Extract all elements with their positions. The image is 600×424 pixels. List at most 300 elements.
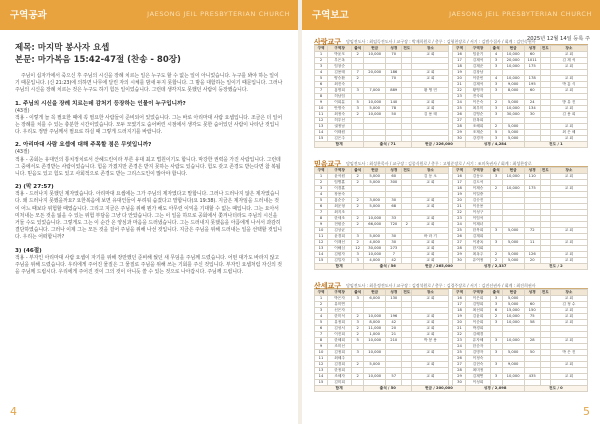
table-cell: 김현숙 [466,362,490,368]
table-cell: 조혜자 [328,374,352,380]
total-cell: 출석 / 71 [364,142,412,148]
table-cell: 교 회 [412,362,449,368]
table-cell: 이성희 [466,380,490,386]
table-cell: 20 [524,258,540,264]
table-cell: 2 [490,124,502,130]
table-cell: 이은숙 [466,100,490,106]
table-cell: 20,000 [502,58,524,64]
table-cell: 김경희 [328,362,352,368]
table-cell: 15,000 [502,308,524,314]
table-cell: 이운용 [466,204,490,210]
table-cell: 6 [315,326,328,332]
table-cell: 30 [453,258,466,264]
column-header: 구역장 [328,46,352,52]
table-cell: 10,000 [364,112,386,118]
total-cell: 성경 / 2,098 [466,386,524,392]
table-cell: 2 [352,326,364,332]
table-cell: 3 [490,106,502,112]
table-cell: 5,000 [502,302,524,308]
table-cell: 5,000 [502,258,524,264]
table-cell: 42 [386,320,402,326]
table-cell: 196 [386,314,402,320]
table-cell: 30 [386,198,402,204]
district-block-sarang: 사랑교구 담임전도사 : 최임득전도사 / 교구장 : 박재희원로 / 총무 : 김형천장로 / 서기 : 김범수집사 / 회계 : 김인숙권사 구역 구역장 출석 헌금 성경 전도 장소 구역 구역장 출석 헌금 성경 전도 장소 1 박윤모 2 10,000 70 교 회 16 임윤기 4 10,000 60 교 회 2 우은옥 17 김재석 3 20,000 1011 김 재 석 3 임창순 18 김재준 3 10,000 175 교 회 4 김용태 7 20,000 186 교 회 19 김창남 5 양승환 2 70 교 회 20 이한빈 4 10,000 178 교 회 6 최진숙 21 김재석 3 9,000 195 박 흥 식 7 홍명희 3 7,000 889 황 영 민 22 황영자 3 8,000 60 교 회 8 허남임 23 전숙희 9 이희분 5 10,000 140 교 회 24 이은숙 2 5,000 24 방 유 진 10 안명숙 3 5,000 78 교 회 25 최우미 3 10,000 134 교 회 11 최정숙 2 10,000 50 김 용 태 26 김영순 3 30,000 30 김 용 희 12 허우선 27 한복희 13 권정남 28 조혜희 2 5,000 교 회 14 이태원 29 조재순 5 5,000 최 은 혜 15 김은주 30 강경자 3 5,000 교 회 합계 출석 / 71 헌금 / 226,000 성경 / 4,284 전도 / 1 [314,42,588,148]
table-cell: 8 [315,338,328,344]
table-cell: 최정숙 [328,112,352,118]
table-cell: 한지회 [466,246,490,252]
total-cell: 전도 / 0 [524,386,587,392]
question-2-answer: 적용 - 공회는 유대인의 통치정치로서 산헤드린이라 부른 유대 최고 법원이기도 합니다. 막강한 권력을 가진 사람입니다. 그런데 그 중에서도 존경받는 사람이었습니다. 힘을 가졌지만 존경은 받지 못하는 사람도 있습니다. 힘도 갖고 존경도 받는다면 참 복됩니다. 믿음도 있고 힘도 있고 사회적으로 존경도 받는 그리스도인이 많아야 합니다. [15,156,281,178]
table-cell: 이재선 [328,240,352,246]
table-cell: 5 [352,100,364,106]
table-cell: 유자혜 [466,338,490,344]
table-cell: 윤석원 [328,174,352,180]
table-cell: 10 [315,350,328,356]
table-cell: 교 회 [412,216,449,222]
column-header: 헌금 [502,290,524,296]
table-cell: 70 [386,76,402,82]
table-cell: 3 [490,58,502,64]
table-cell: 김명자 [466,350,490,356]
table-cell: 25 [453,106,466,112]
table-cell: 3 [352,88,364,94]
question-2-ref: (43절) [15,149,30,156]
table-cell: 9 [315,344,328,350]
table-cell: 신은자 [328,308,352,314]
table-cell: 5,000 [502,136,524,142]
column-header: 헌금 [364,290,386,296]
table-cell: 교 회 [412,350,449,356]
table-cell: 교 회 [550,320,587,326]
table-cell: 3 [490,174,502,180]
table-cell: 1 [315,174,328,180]
table-cell: 7 [315,88,328,94]
question-3-ref: 2) (막 27:57) [15,184,54,191]
column-header: 헌금 [502,46,524,52]
table-cell: 5,000 [364,362,386,368]
table-cell: 21 [386,332,402,338]
table-cell: 5,000 [364,180,386,186]
column-header: 구역장 [328,168,352,174]
lesson-intro: 주님이 십자가에서 죽으신 후 주님의 시신을 장례 치르는 일은 누구도 할 수 없는 일이 아니었습니다. 누구를 봐야 하는 일이기 때문입니다. (신 21:23)에 의하면 나무에 달린 자의 시체를 밤새 두지 못합니다. 그 밤을 대함하는 일이기 때문입니다. 그러나 주님의 시신을 장례 치르는 것은 누구도 하기 힘든 일이었습니다. 그런데 생각지도 못했던 사람이 등장했습니다. [15,73,283,94]
table-cell: 이재승 [466,186,490,192]
table-cell: 13 [315,368,328,374]
table-cell: 황 영 민 [412,88,449,94]
column-header: 장소 [550,46,587,52]
table-cell: 김 재 석 [550,58,587,64]
table-cell: 1 [315,52,328,58]
table-cell: 박 봉 용 [412,338,449,344]
table-cell: 김용태 [328,70,352,76]
table-cell: 10,000 [364,374,386,380]
table-cell: 3 [352,252,364,258]
column-header: 출석 [352,168,364,174]
table-cell: 교 회 [550,296,587,302]
table-cell: 교 회 [412,70,449,76]
column-header: 구역장 [466,168,490,174]
total-cell: 출석 / 50 [364,386,412,392]
table-cell: 8 [315,216,328,222]
table-cell: 허남임 [328,94,352,100]
table-cell: 195 [524,82,540,88]
right-page [302,0,600,424]
total-cell: 헌금 / 265,000 [412,264,466,270]
report-date: 2025년 12월 14일 등록 주 [526,36,590,42]
table-cell: 2 [352,174,364,180]
table-cell: 6 [315,82,328,88]
table-cell: 10,000 [364,252,386,258]
table-cell: 교 회 [550,186,587,192]
table-cell: 유미연 [328,302,352,308]
table-cell: 3 [490,88,502,94]
table-cell: 김미희 [328,380,352,386]
table-cell: 5,000 [502,296,524,302]
table-cell: 4 [490,76,502,82]
table-cell: 60 [524,302,540,308]
table-cell: 김승진 [466,198,490,204]
table-cell: 교 회 [412,246,449,252]
table-cell: 14 [315,374,328,380]
table-cell: 134 [524,106,540,112]
table-cell: 이진희 [328,332,352,338]
table-cell: 22 [453,88,466,94]
table-cell: 김원자 [328,252,352,258]
table-cell: 3 [490,228,502,234]
table-cell: 60 [524,88,540,94]
table-cell: 20,000 [364,70,386,76]
table-cell: 175 [524,64,540,70]
table-cell: 이정숙 [466,356,490,362]
table-cell: 2 [490,252,502,258]
total-cell: 출석 / 56 [364,264,412,270]
table-cell: 이광옥 [466,240,490,246]
table-cell: 2 [352,52,364,58]
column-header: 출석 [352,46,364,52]
table-cell: 5 [490,130,502,136]
table-cell: 9 [315,222,328,228]
table-cell: 2 [352,222,364,228]
table-cell: 10,000 [364,338,386,344]
table-cell: 15 [315,136,328,142]
table-cell: 3 [490,338,502,344]
question-3-answer: 적용 - 드러나지 못했던 제자였습니다. 아리마대 요셉에는 그가 주님의 제자였다고 말합니다. 그러나 드러나지 않은 제자였습니다. 왜 드러나지 못했을까요? 요한복음에 보면 유대인들이 두려워 숨겼다고 말합니다(요 19:38). 지금은 제자임을 드러내는 것이 어느 때보다 위험할 때였습니다. 그리고 지금은 주님을 위해 뭔가 해도 아무런 이익을 기대할 수 없는 때입니다. 그는 요아서 미처내는 모든 것을 잃을 수 있는 위험 부담을 그냥 다 안았습니다. 그는 이 일을 하므로 공회에서 쫓겨나더라도 주님의 시신을 거둘 수도 있었습니다. 그렇게도 그는 이 순간 온 양심과 마음을 드러냈습니다. 그는 드러내지 못했음을 아픔에게 나서서 과감히 결단하였습니다. 그러나 이제 그는 모든 것을 걸어 주님을 위해 나선 것입니다. 지금은 주님을 위해 드러내는 일을 선택할 것입니다. 우리는 어떠합니까? [15,191,282,241]
total-cell: 성경 / 4,284 [466,142,524,148]
table-cell: 3 [490,136,502,142]
table-cell: 2 [352,374,364,380]
table-cell: 김 동 오 [412,174,449,180]
column-header: 구역 [453,46,466,52]
table-cell: 5,000 [502,228,524,234]
column-header: 헌금 [364,46,386,52]
column-header: 헌금 [364,168,386,174]
column-header: 성경 [524,168,540,174]
district-block-sanse: 산세교구 담임전도사 : 최운정전도사 / 교구장 : 김정석원로 / 총무 : 김경주장로 / 서기 : 김진선권사 / 회계 : 최진희권사 구역 구역장 출석 헌금 성경 전도 장소 구역 구역장 출석 헌금 성경 전도 장소 1 박은자 3 6,000 130 교 회 16 이은희 3 5,000 교 회 2 유미연 17 김영희 3 5,000 60 김 정 수 3 신은자 18 최선희 6 15,000 150 교 회 4 한미석 2 10,000 196 교 회 19 김윤희 2 10,000 75 교 회 5 유정희 3 8,000 42 교 회 20 이순희 3 10,000 58 교 회 6 김성서 2 11,000 20 교 회 21 박경희 7 이진희 2 1,000 21 교 회 22 김혜경 8 한혜희 5 10,000 210 박 봉 용 23 유자혜 3 10,000 28 교 회 9 조미선 24 한순자 10 김정희 3 10,000 교 회 25 김명자 3 5,000 50 박 은 진 11 최혜주 26 이정숙 12 김경희 2 5,000 교 회 27 김현숙 3 9,000 교 회 13 한정희 28 최미정 14 조혜자 2 10,000 57 교 회 29 김재연 3 10,000 435 교 회 15 김미희 30 이성희 합계 출석 / 50 헌금 / 200,000 성경 / 2,098 전도 / 0 [314,286,588,392]
table-cell: 42 [386,258,402,264]
table-cell: 교 회 [412,222,449,228]
table-cell: 110 [524,174,540,180]
table-cell: 홍순승 [328,198,352,204]
question-1: 1. 주님의 시신을 장례 치르는데 감처기 등장하는 인물이 누구입니까? [15,100,186,107]
table-cell: 교 회 [550,228,587,234]
table-cell: 29 [453,252,466,258]
table-cell: 교 회 [550,174,587,180]
table-cell: 10,000 [502,174,524,180]
column-header: 구역 [453,290,466,296]
table-cell: 14 [315,252,328,258]
table-cell: 10,000 [502,186,524,192]
table-cell: 우은옥 [328,58,352,64]
column-header: 전도 [403,290,411,295]
table-cell: 140 [386,100,402,106]
table-cell: 교 회 [412,252,449,258]
table-cell: 2 [352,180,364,186]
table-cell: 2 [352,112,364,118]
column-header: 헌금 [502,168,524,174]
table-cell: 30,000 [502,112,524,118]
table-cell: 이한빈 [466,76,490,82]
table-cell: 3 [315,308,328,314]
column-header: 출석 [490,168,502,174]
district-report-table [314,45,588,148]
table-cell: 이임석 [466,216,490,222]
column-header: 장소 [550,290,587,296]
table-cell: 유정희 [328,320,352,326]
column-header: 성경 [386,290,402,296]
table-cell: 28 [524,338,540,344]
table-cell: 바 라 기 [412,234,449,240]
table-cell: 24 [453,100,466,106]
total-cell: 전도 / 2 [524,264,587,270]
table-cell: 12 [352,246,364,252]
column-header: 성경 [386,168,402,174]
table-cell: 윤경희 [328,234,352,240]
table-cell: 교 회 [550,76,587,82]
table-cell: 29 [453,374,466,380]
table-cell: 교 회 [412,198,449,204]
table-cell: 홍명희 [328,88,352,94]
table-cell: 18 [453,308,466,314]
table-cell: 5,000 [364,174,386,180]
table-cell: 9,000 [502,362,524,368]
table-cell: 3 [352,258,364,264]
district-block-mideum: 믿음교구 담임전도사 : 최성찬목사 / 교구장 : 김종식원로 / 총무 : 고영준장로 / 서기 : 조미옥권사 / 회계 : 최성찬장로 구역 구역장 출석 헌금 성경 전도 장소 구역 구역장 출석 헌금 성경 전도 장소 1 윤석원 2 5,000 60 김 동 오 16 김동오 3 10,000 110 교 회 2 임병훈 2 5,000 300 교 회 17 김도석 3 이경훈 18 이재승 2 10,000 175 교 회 4 장용숙 19 이일중 5 홍순승 2 3,000 30 교 회 20 김승진 6 최운형 2 5,000 68 교 회 21 이운용 7 최지조 22 이성구 8 한세조 2 10,000 33 교 회 23 이임석 9 전원순 2 66,000 720 2 교 회 24 이재녀 10 김상균 25 한목희 3 5,000 72 교 회 11 윤경희 3 5,000 30 바 라 기 26 김계희 12 이재선 2 4,000 30 교 회 27 이광옥 3 5,000 11 교 회 13 이해심 12 30,000 273 교 회 28 한지회 14 김원자 3 10,000 7 교 회 29 최옥주 2 5,000 126 교 회 15 김일자 3 4,000 42 교 회 30 유여정 2 5,000 20 교 회 합계 출석 / 56 헌금 / 265,000 성경 / 2,337 전도 / 2 [314,164,588,270]
table-cell: 9,000 [502,82,524,88]
table-cell: 교 회 [412,240,449,246]
table-cell: 13 [315,124,328,130]
table-cell: 29 [453,130,466,136]
table-cell: 20 [453,76,466,82]
table-cell: 8,000 [502,88,524,94]
table-cell: 22 [453,332,466,338]
table-cell: 20 [453,320,466,326]
table-cell: 3 [352,106,364,112]
table-cell: 이일중 [466,192,490,198]
table-cell: 김 용 태 [412,112,449,118]
total-row [315,142,588,148]
table-cell: 김은주 [328,136,352,142]
table-cell: 전원순 [328,222,352,228]
table-cell: 3 [490,350,502,356]
table-cell: 60 [386,174,402,180]
table-cell: 황영자 [466,88,490,94]
table-cell: 15 [315,258,328,264]
table-cell: 2 [352,216,364,222]
table-cell: 김성서 [328,326,352,332]
column-header: 출석 [490,290,502,296]
table-cell: 26 [453,112,466,118]
table-cell: 23 [453,94,466,100]
table-cell: 27 [453,118,466,124]
table-cell: 방 유 진 [550,100,587,106]
table-cell: 교 회 [550,240,587,246]
table-cell: 27 [453,362,466,368]
table-cell: 60 [524,52,540,58]
table-cell: 교 회 [550,252,587,258]
table-cell: 19 [453,192,466,198]
table-cell: 4,000 [364,240,386,246]
table-cell: 이해심 [328,246,352,252]
table-cell: 4 [315,192,328,198]
table-cell: 김 용 희 [550,112,587,118]
table-cell: 70 [386,52,402,58]
table-cell: 2 [352,332,364,338]
table-cell: 박 은 진 [550,350,587,356]
column-header: 구역장 [466,290,490,296]
table-cell: 12 [315,362,328,368]
table-cell: 16 [453,52,466,58]
table-cell: 10,000 [502,374,524,380]
table-cell: 10,000 [364,52,386,58]
lesson-content [15,42,283,276]
table-cell: 교 회 [550,64,587,70]
table-cell: 2 [315,180,328,186]
table-cell: 김동오 [466,174,490,180]
table-cell: 24 [524,100,540,106]
table-cell: 5,000 [502,252,524,258]
total-cell: 합계 [315,264,364,270]
table-cell: 2 [352,240,364,246]
table-cell: 9 [315,100,328,106]
table-cell: 17 [453,58,466,64]
table-cell: 68 [386,204,402,210]
table-cell: 김재연 [466,374,490,380]
table-cell: 13 [315,246,328,252]
table-cell: 2 [490,186,502,192]
table-cell: 58 [524,320,540,326]
table-cell: 210 [386,338,402,344]
table-cell: 임윤기 [466,52,490,58]
table-cell: 6 [490,308,502,314]
table-cell: 이성구 [466,210,490,216]
table-cell: 임창순 [328,64,352,70]
table-cell: 교 회 [550,308,587,314]
district-report-table [314,289,588,392]
table-cell: 교 회 [550,314,587,320]
table-cell: 17 [453,302,466,308]
table-cell: 66,000 [364,222,386,228]
table-cell: 4 [490,52,502,58]
table-cell: 150 [524,308,540,314]
lesson-title: 제목: 마지막 봉사자 요셉 [15,43,110,53]
table-cell: 김영희 [466,302,490,308]
right-page-header [302,0,600,30]
table-cell: 교 회 [550,374,587,380]
table-cell: 교 회 [412,258,449,264]
table-cell: 교 회 [412,204,449,210]
table-cell: 박경희 [466,326,490,332]
column-header: 구역 [453,168,466,174]
table-cell: 2 [490,258,502,264]
table-cell: 18 [453,186,466,192]
table-cell: 이은희 [466,296,490,302]
table-cell: 5 [315,198,328,204]
table-cell: 7 [386,252,402,258]
district-report-table [314,167,588,270]
page-number-left: 4 [10,405,17,418]
table-cell: 4 [315,314,328,320]
table-cell: 30 [524,112,540,118]
table-cell: 21 [453,326,466,332]
table-cell: 11 [315,112,328,118]
table-cell: 이희분 [328,100,352,106]
table-cell: 5,000 [364,234,386,240]
table-cell: 21 [453,82,466,88]
table-cell: 178 [524,76,540,82]
table-cell: 28 [453,368,466,374]
table-cell: 3,000 [364,198,386,204]
table-cell: 10,000 [502,320,524,326]
table-cell: 교 회 [550,338,587,344]
table-cell: 3 [490,302,502,308]
table-cell: 10,000 [502,52,524,58]
table-cell: 50 [524,350,540,356]
table-cell: 10 [315,106,328,112]
table-cell: 2 [490,314,502,320]
table-cell: 교 회 [412,326,449,332]
table-cell: 20 [453,198,466,204]
total-cell: 성경 / 2,337 [466,264,524,270]
table-cell: 3 [490,362,502,368]
table-cell: 33 [386,216,402,222]
table-cell: 24 [453,222,466,228]
table-cell: 20 [386,326,402,332]
table-cell: 6 [315,204,328,210]
table-cell: 김 정 수 [550,302,587,308]
column-header: 구역 [315,46,328,52]
table-cell: 5,000 [502,130,524,136]
column-header: 전도 [541,290,549,295]
table-cell: 한순자 [466,344,490,350]
column-header: 장소 [412,290,449,296]
table-cell: 30 [386,240,402,246]
page-number-right: 5 [583,405,590,418]
table-cell: 50 [386,112,402,118]
table-cell: 27 [453,240,466,246]
table-cell: 3 [490,64,502,70]
table-cell: 3 [490,296,502,302]
table-cell: 11,000 [364,326,386,332]
table-cell: 186 [386,70,402,76]
table-cell: 10 [315,228,328,234]
table-cell: 김재석 [466,58,490,64]
column-header: 전도 [541,46,549,51]
table-cell: 10,000 [502,64,524,70]
table-cell: 10,000 [502,106,524,112]
question-1-answer: 적용 - 이렇게 늘 꼭 필요한 때에 꼭 필요한 사람들이 준비되어 있었습니다. 그는 바로 아리마대 사람 요셉입니다. 조금은 더 일어는 장례를 치를 수 있는 충분한 시간이었습니다. 모두 모였기도 숨어버린 시점에서 생각도 못한 숨어있던 사람이 나타난 것입니다. 우리도 정말 주님께서 필요로 하실 때 그렇게 드러지기를 바랍니다. [15,114,283,136]
table-cell: 4 [315,70,328,76]
table-cell: 박 흥 식 [550,82,587,88]
table-cell: 임병훈 [328,180,352,186]
